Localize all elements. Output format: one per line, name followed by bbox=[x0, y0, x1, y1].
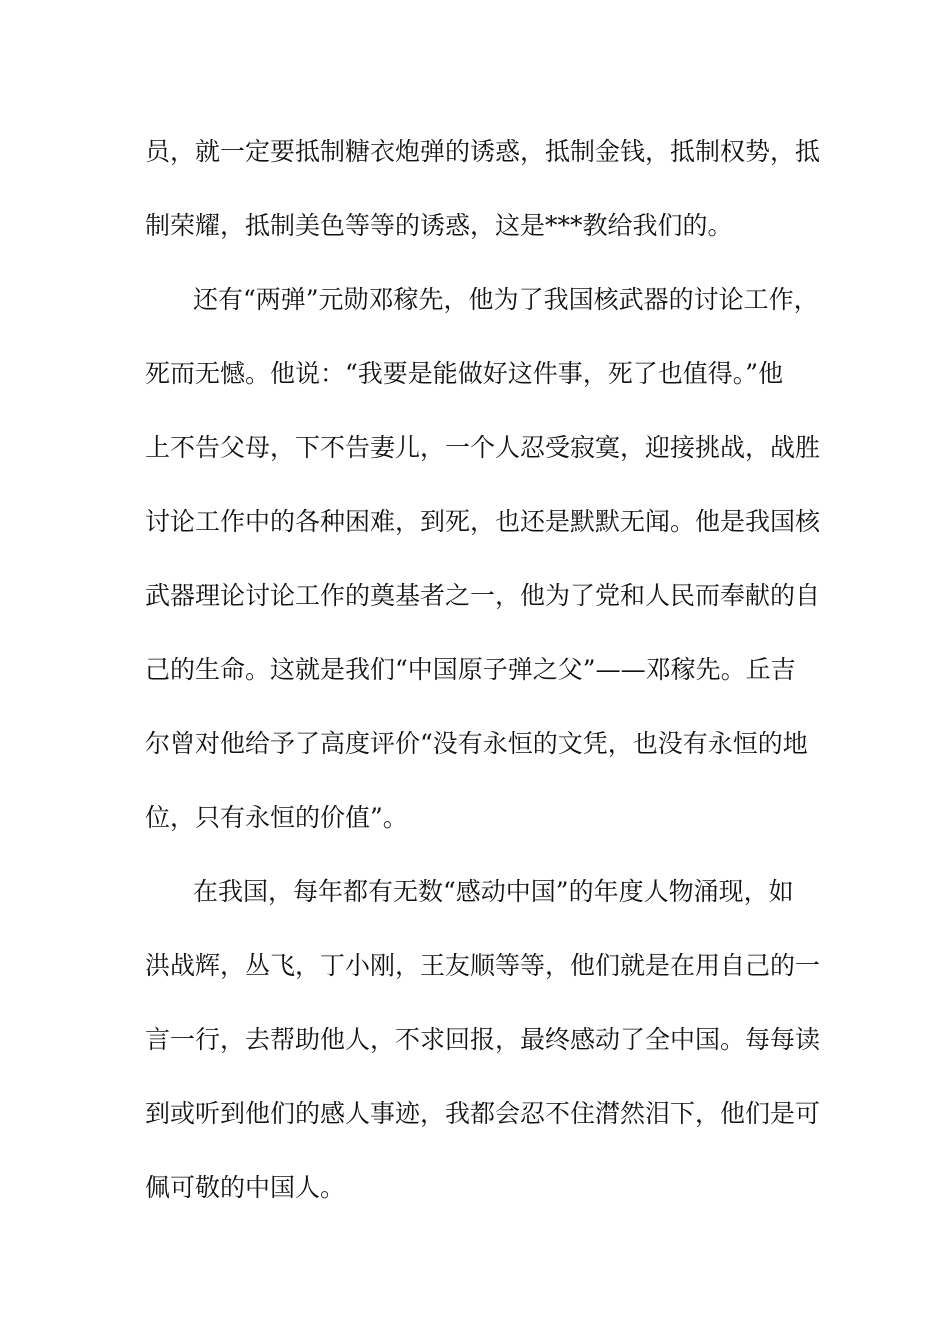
text-line: 武器理论讨论工作的奠基者之一，他为了党和人民而奉献的自 bbox=[145, 581, 821, 610]
text-line: 洪战辉，丛飞，丁小刚，王友顺等等，他们就是在用自己的一 bbox=[145, 951, 821, 980]
paragraph-first-line: 在我国，每年都有无数“感动中国”的年度人物涌现，如 bbox=[193, 877, 794, 906]
text-line: 到或听到他们的感人事迹，我都会忍不住潸然泪下，他们是可 bbox=[145, 1099, 821, 1128]
text-line: 员，就一定要抵制糖衣炮弹的诱惑，抵制金钱，抵制权势，抵 bbox=[145, 137, 821, 166]
text-line: 佩可敬的中国人。 bbox=[145, 1173, 346, 1202]
text-line: 言一行，去帮助他人，不求回报，最终感动了全中国。每每读 bbox=[145, 1025, 821, 1054]
text-line: 位，只有永恒的价值”。 bbox=[145, 803, 408, 832]
text-line: 死而无憾。他说：“我要是能做好这件事，死了也值得。”他 bbox=[145, 359, 784, 388]
text-line: 上不告父母，下不告妻儿，一个人忍受寂寞，迎接挑战，战胜 bbox=[145, 433, 821, 462]
text-line: 讨论工作中的各种困难，到死，也还是默默无闻。他是我国核 bbox=[145, 507, 821, 536]
text-line: 尔曾对他给予了高度评价“没有永恒的文凭，也没有永恒的地 bbox=[145, 729, 808, 758]
text-line: 己的生命。这就是我们“中国原子弹之父”——邓稼先。丘吉 bbox=[145, 655, 796, 684]
text-line: 制荣耀，抵制美色等等的诱惑，这是***教给我们的。 bbox=[145, 211, 733, 240]
paragraph-first-line: 还有“两弹”元勋邓稼先，他为了我国核武器的讨论工作， bbox=[193, 285, 819, 314]
